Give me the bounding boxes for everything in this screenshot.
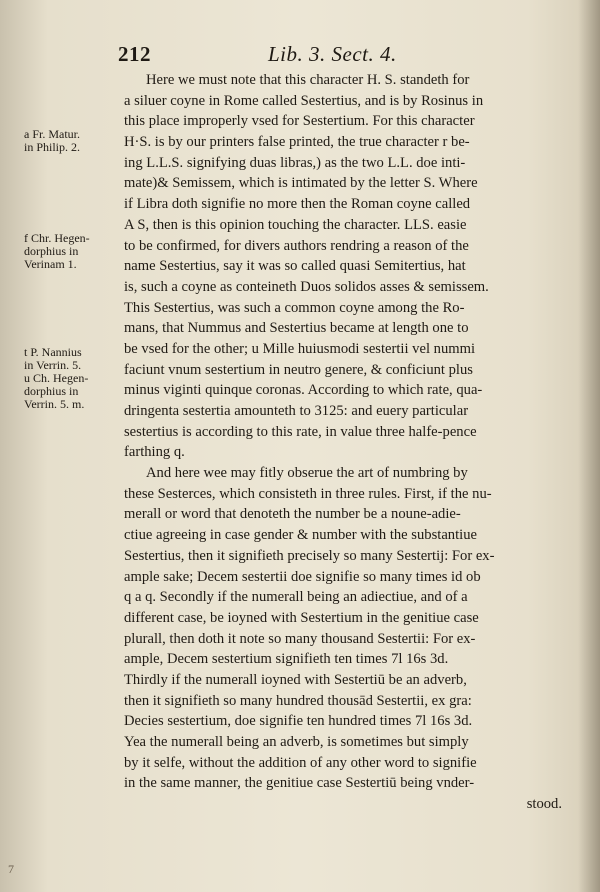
text-line: ctiue agreeing in case gender & number with the substantiue <box>124 527 477 544</box>
body-text <box>124 70 570 815</box>
text-line: this place improperly vsed for Sestertium. For this character <box>124 113 475 130</box>
text-line: a siluer coyne in Rome called Sestertius, and is by Rosinus in <box>124 92 484 109</box>
text-line: ample sake; Decem sestertii doe signifie so many times id ob <box>124 568 481 585</box>
text-line: mans, that Nummus and Sestertius became at length one to <box>124 320 469 337</box>
text-line: mate)& Semissem, which is intimated by the letter S. Where <box>124 175 478 192</box>
text-line: name Sestertius, say it was so called quasi Semitertius, hat <box>124 258 466 275</box>
text-line: merall or word that denoteth the number be a noune-adie- <box>124 506 461 523</box>
text-line: by it selfe, without the addition of any other word to signifie <box>124 754 477 771</box>
text-line: is, such a coyne as conteineth Duos solidos asses & semissem. <box>124 278 489 295</box>
text-line: sestertius is according to this rate, in value three halfe-pence <box>124 423 477 440</box>
text-line: Thirdly if the numerall ioyned with Sestertiū be an adverb, <box>124 671 467 688</box>
text-line: stood. <box>526 796 562 813</box>
text-line: if Libra doth signifie no more then the Roman coyne called <box>124 196 471 213</box>
text-line: And here wee may fitly obserue the art of numbring by <box>146 465 468 482</box>
text-line: farthing q. <box>124 444 185 461</box>
text-line: This Sestertius, was such a common coyne among the Ro- <box>124 299 465 316</box>
page-mark: 7 <box>8 862 14 876</box>
text-line: A S, then is this opinion touching the character. LLS. easie <box>124 216 467 233</box>
text-line: minus viginti quinque coronas. According to which rate, qua- <box>124 382 483 399</box>
margin-note: a Fr. Matur. in Philip. 2. <box>24 127 81 154</box>
page-edge-shadow <box>578 0 600 892</box>
text-line: ample, Decem sestertium signifieth ten times 7l 16s 3d. <box>124 651 449 668</box>
margin-note: f Chr. Hegen- dorphius in Verinam 1. <box>24 231 90 271</box>
text-line: in the same manner, the genitiue case Sestertiū being vnder- <box>124 775 475 792</box>
text-line: different case, be ioyned with Sestertium in the genitiue case <box>124 609 479 626</box>
text-line: then it signifieth so many hundred thousād Sestertii, ex gra: <box>124 692 472 709</box>
text-line: q a q. Secondly if the numerall being an adiectiue, and of a <box>124 589 468 606</box>
margin-note: t P. Nannius in Verrin. 5. u Ch. Hegen- dorphius in Verrin. 5. m. <box>24 345 89 411</box>
page-number: 212 <box>118 42 151 66</box>
text-line: Here we must note that this character H. S. standeth for <box>146 72 470 88</box>
text-line: faciunt vnum sestertium in neutro genere, & conficiunt plus <box>124 361 473 378</box>
text-line: Yea the numerall being an adverb, is sometimes but simply <box>124 734 469 750</box>
text-line: H·S. is by our printers false printed, the true character r be- <box>124 134 470 151</box>
text-line: be vsed for the other; u Mille huiusmodi sestertii vel nummi <box>124 340 476 357</box>
running-header <box>118 42 438 68</box>
text-line: to be confirmed, for divers authors rendring a reason of the <box>124 237 469 254</box>
text-line: ing L.L.S. signifying duas libras,) as the two L.L. doe inti- <box>124 154 466 171</box>
text-line: plurall, then doth it note so many thousand Sestertii: For ex- <box>124 630 476 647</box>
running-title: Lib. 3. Sect. 4. <box>268 42 397 66</box>
text-line: dringenta sestertia amounteth to 3125: and euery particular <box>124 403 469 419</box>
text-line: Sestertius, then it signifieth precisely so many Sestertij: For ex- <box>124 547 495 564</box>
text-line: these Sesterces, which consisteth in three rules. First, if the nu- <box>124 485 492 502</box>
text-line: Decies sestertium, doe signifie ten hundred times 7l 16s 3d. <box>124 713 473 730</box>
